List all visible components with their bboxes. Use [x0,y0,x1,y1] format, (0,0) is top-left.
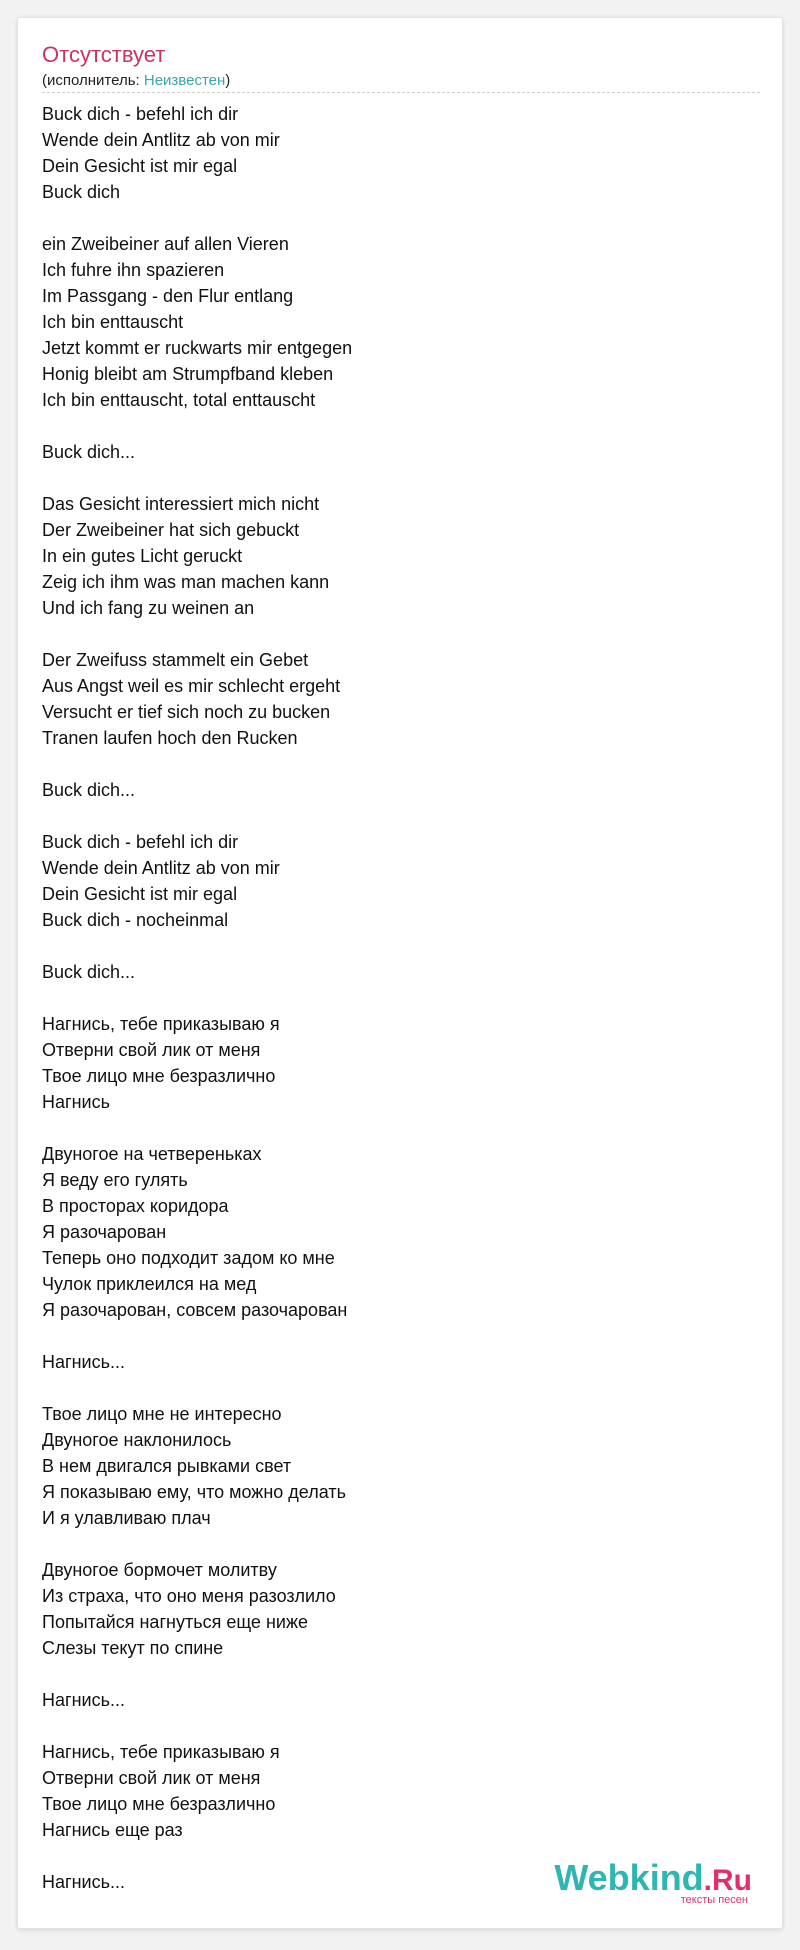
song-title: Отсутствует [42,42,166,67]
lyrics-text: Buck dich - befehl ich dir Wende dein Antlitz ab von mir Dein Gesicht ist mir egal Buck dich ein Zweibeiner auf allen Vieren Ich fuhre ihn spazieren Im Passgang - den Flur entlang Ich bin enttauscht Jetzt kommt er ruckwarts mir entgegen Honig bleibt am Strumpfband kleben Ich bin enttauscht, total enttauscht Buck dich... Das Gesicht interessiert mich nicht Der Zweibeiner hat sich gebuckt In ein gutes Licht geruckt Zeig ich ihm was man machen kann Und ich fang zu weinen an Der Zweifuss stammelt ein Gebet Aus Angst weil es mir schlecht ergeht Versucht er tief sich noch zu bucken Tranen laufen hoch den Rucken Buck dich... Buck dich - befehl ich dir Wende dein Antlitz ab von mir Dein Gesicht ist mir egal Buck dich - nocheinmal Buck dich... Нагнись, тебе приказываю я Отверни свой лик от меня Твое лицо мне безразлично Нагнись Двуногое на четвереньках Я веду его гулять В просторах коридора Я разочарован Теперь оно подходит задом ко мне Чулок приклеился на мед Я разочарован, совсем разочарован Нагнись... Твое лицо мне не интересно Двуногое наклонилось В нем двигался рывками свет Я показываю ему, что можно делать И я улавливаю плач Двуногое бормочет молитву Из страха, что оно меня разозлило Попытайся нагнуться еще ниже Слезы текут по спине Нагнись... Нагнись, тебе приказываю я Отверни свой лик от меня Твое лицо мне безразлично Нагнись еще раз Нагнись... [42,104,353,1892]
logo-tld: .Ru [703,1864,752,1897]
artist-line [42,72,230,89]
logo-name: Webkind [554,1857,704,1898]
webkind-logo[interactable] [554,1857,752,1906]
artist-link[interactable]: Неизвестен [143,72,226,89]
lyrics-card [18,18,782,1928]
logo-tagline: тексты песен [680,1894,748,1906]
artist-prefix: (исполнитель: [42,72,144,89]
logo-wordmark [554,1857,752,1898]
title-divider [42,92,760,93]
artist-suffix: ) [225,72,231,89]
